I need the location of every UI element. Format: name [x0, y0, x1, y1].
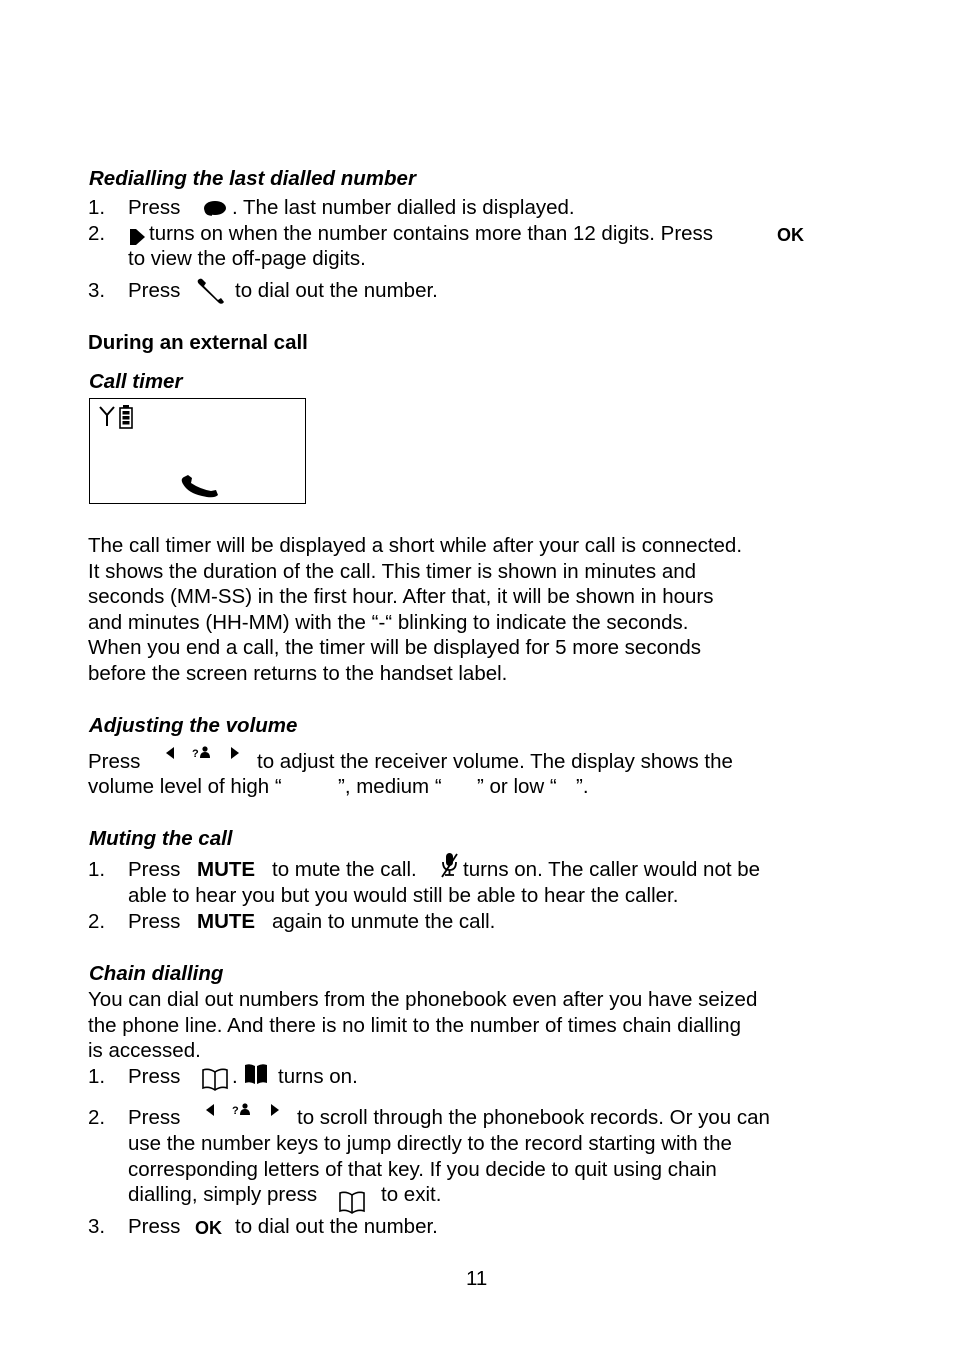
redial-icon [202, 195, 228, 219]
paragraph-line: before the screen returns to the handset label. [88, 662, 508, 685]
step-number: 1. [88, 858, 106, 881]
paragraph-line: Press [88, 750, 141, 773]
step-text: use the number keys to jump directly to the record starting with the [128, 1132, 732, 1155]
step-text: to dial out the number. [235, 1215, 438, 1238]
step-text: able to hear you but you would still be able to hear the caller. [128, 884, 679, 907]
step-text: Press [128, 1106, 181, 1129]
paragraph-line: ”, medium “ [338, 775, 442, 798]
paragraph-line: When you end a call, the timer will be displayed for 5 more seconds [88, 636, 702, 659]
paragraph-line: and minutes (HH-MM) with the “-“ blinking to indicate the seconds. [88, 611, 689, 634]
step-text: to exit. [381, 1183, 442, 1206]
step-text: dialling, simply press [128, 1183, 318, 1206]
lcd-display [89, 398, 306, 504]
step-text: corresponding letters of that key. If you decide to quit using chain [128, 1158, 717, 1181]
mute-icon [441, 852, 459, 884]
step-text: Press [128, 196, 181, 219]
step-text: Press [128, 1065, 181, 1088]
paragraph-line: the phone line. And there is no limit to the number of times chain dialling [88, 1014, 741, 1037]
paragraph-line: The call timer will be displayed a short while after your call is connected. [88, 534, 743, 557]
ok-key: OK [777, 225, 804, 245]
step-number: 2. [88, 1106, 106, 1129]
heading-call-timer: Call timer [89, 370, 183, 393]
step-number: 1. [88, 196, 106, 219]
paragraph-line: It shows the duration of the call. This timer is shown in minutes and [88, 560, 697, 583]
step-number: 3. [88, 279, 106, 302]
step-text: to mute the call. [272, 858, 417, 881]
nav-keys-icon [205, 1102, 283, 1126]
step-text: Press [128, 858, 181, 881]
step-text: Press [128, 279, 181, 302]
step-text: Press [128, 1215, 181, 1238]
step-text: . The last number dialled is displayed. [232, 196, 575, 219]
step-text: turns on. The caller would not be [463, 858, 761, 881]
heading-chain-dialling: Chain dialling [89, 962, 224, 985]
svg-text:?: ? [192, 748, 199, 760]
antenna-icon [99, 405, 115, 433]
step-text: to view the off-page digits. [128, 247, 366, 270]
ok-key: OK [195, 1218, 222, 1238]
paragraph-line: You can dial out numbers from the phonebook even after you have seized [88, 988, 758, 1011]
arrow-right-icon [128, 224, 146, 248]
nav-keys-icon [165, 745, 243, 769]
phone-icon [180, 475, 222, 505]
book-icon [244, 1063, 268, 1091]
step-text: again to unmute the call. [272, 910, 496, 933]
heading-external-call: During an external call [88, 331, 308, 354]
battery-icon [119, 405, 133, 435]
paragraph-line: is accessed. [88, 1039, 201, 1062]
mute-key: MUTE [197, 858, 256, 881]
paragraph-line: seconds (MM-SS) in the first hour. After that, it will be shown in hours [88, 585, 714, 608]
step-number: 1. [88, 1065, 106, 1088]
paragraph-line: ” or low “ [477, 775, 557, 798]
paragraph-line: to adjust the receiver volume. The display shows the [257, 750, 733, 773]
phone-icon [194, 277, 228, 307]
heading-adjust-volume: Adjusting the volume [89, 714, 298, 737]
step-text: . [232, 1065, 238, 1088]
step-text: turns on when the number contains more than 12 digits. Press [149, 222, 714, 245]
step-number: 3. [88, 1215, 106, 1238]
paragraph-line: volume level of high “ [88, 775, 282, 798]
step-text: to dial out the number. [235, 279, 438, 302]
phonebook-icon [201, 1067, 229, 1097]
step-number: 2. [88, 222, 106, 245]
heading-redial: Redialling the last dialled number [89, 167, 416, 190]
mute-key: MUTE [197, 910, 256, 933]
svg-text:?: ? [232, 1105, 239, 1117]
heading-muting: Muting the call [89, 827, 233, 850]
step-text: Press [128, 910, 181, 933]
page-number: 11 [466, 1267, 488, 1290]
step-number: 2. [88, 910, 106, 933]
step-text: turns on. [278, 1065, 358, 1088]
step-text: to scroll through the phonebook records. Or you can [297, 1106, 770, 1129]
paragraph-line: ”. [576, 775, 589, 798]
